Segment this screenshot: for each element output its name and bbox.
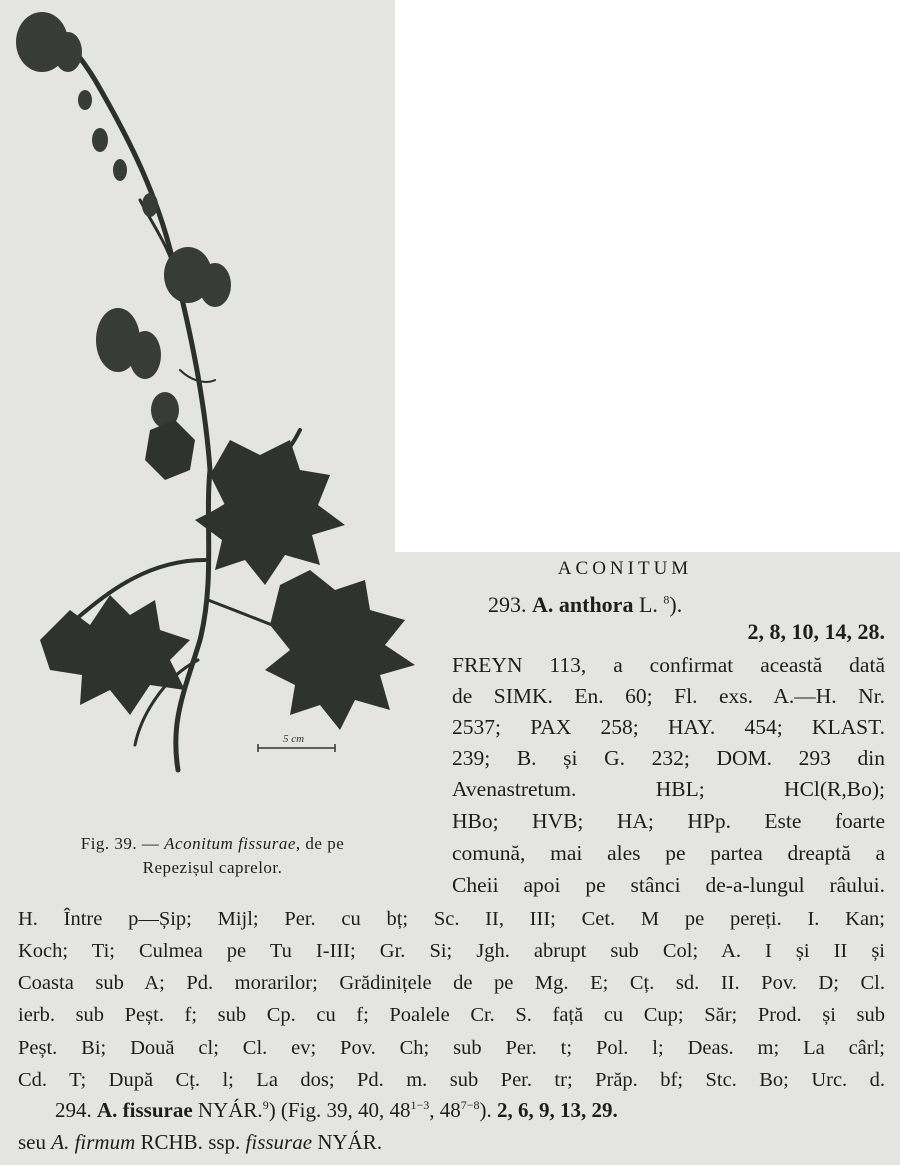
scale-bar-label: 5 cm bbox=[283, 733, 305, 745]
text-line: Peșt. Bi; Două cl; Cl. ev; Pov. Ch; sub Per. t; Pol. l; Deas. m; La cârl; bbox=[18, 1037, 885, 1059]
text-line: 2537; PAX 258; HAY. 454; KLAST. bbox=[452, 715, 885, 739]
scale-bar bbox=[258, 744, 335, 752]
text-line: HBo; HVB; HA; HPp. Este foarte bbox=[452, 809, 885, 833]
text-line: Coasta sub A; Pd. morarilor; Grădinițele de pe Mg. E; Cț. sd. II. Pov. D; Cl. bbox=[18, 972, 885, 994]
figure-caption: Fig. 39. — Aconitum fissurae, de pe Repezișul caprelor. bbox=[80, 834, 345, 877]
species-293-heading: 293. A. anthora L. $^8$). bbox=[488, 592, 683, 617]
species-293-distribution: 2, 8, 10, 14, 28. bbox=[747, 619, 885, 644]
text-line: H. Între p—Șip; Mijl; Per. cu bț; Sc. II, III; Cet. M pe pereți. I. Kan; bbox=[18, 908, 885, 930]
text-line: FREYN 113, a confirmat această dată bbox=[452, 653, 885, 677]
text-line: comună, mai ales pe partea dreaptă a bbox=[452, 841, 885, 865]
text-line: Cheii apoi pe stânci de-a-lungul râului. bbox=[452, 873, 885, 897]
aconitum-specimen-illustration bbox=[0, 0, 430, 800]
text-line: Koch; Ti; Culmea pe Tu I-III; Gr. Si; Jgh. abrupt sub Col; A. I și II și bbox=[18, 940, 885, 962]
species-294-synonym: seu A. firmum RCHB. ssp. fissurae NYÁR. bbox=[18, 1130, 383, 1154]
text-line: Cd. T; După Cț. l; La dos; Pd. m. sub Per. tr; Prăp. bf; Stc. Bo; Urc. d. bbox=[18, 1069, 885, 1091]
text-line: Avenastretum. HBL; HCl(R,Bo); bbox=[452, 777, 885, 801]
species-294-heading: 294. A. fissurae NYÁR.$^9$) (Fig. 39, 40, $48^{1-3}$, $48^{7-8}$). 2, 6, 9, 13, 29. bbox=[55, 1098, 618, 1122]
text-line: 239; B. și G. 232; DOM. 293 din bbox=[452, 746, 885, 770]
text-line: ierb. sub Peșt. f; sub Cp. cu f; Poalele Cr. S. față cu Cup; Săr; Prod. și sub bbox=[18, 1004, 885, 1026]
genus-heading: ACONITUM bbox=[557, 558, 693, 579]
text-line: de SIMK. En. 60; Fl. exs. A.—H. Nr. bbox=[452, 684, 885, 708]
